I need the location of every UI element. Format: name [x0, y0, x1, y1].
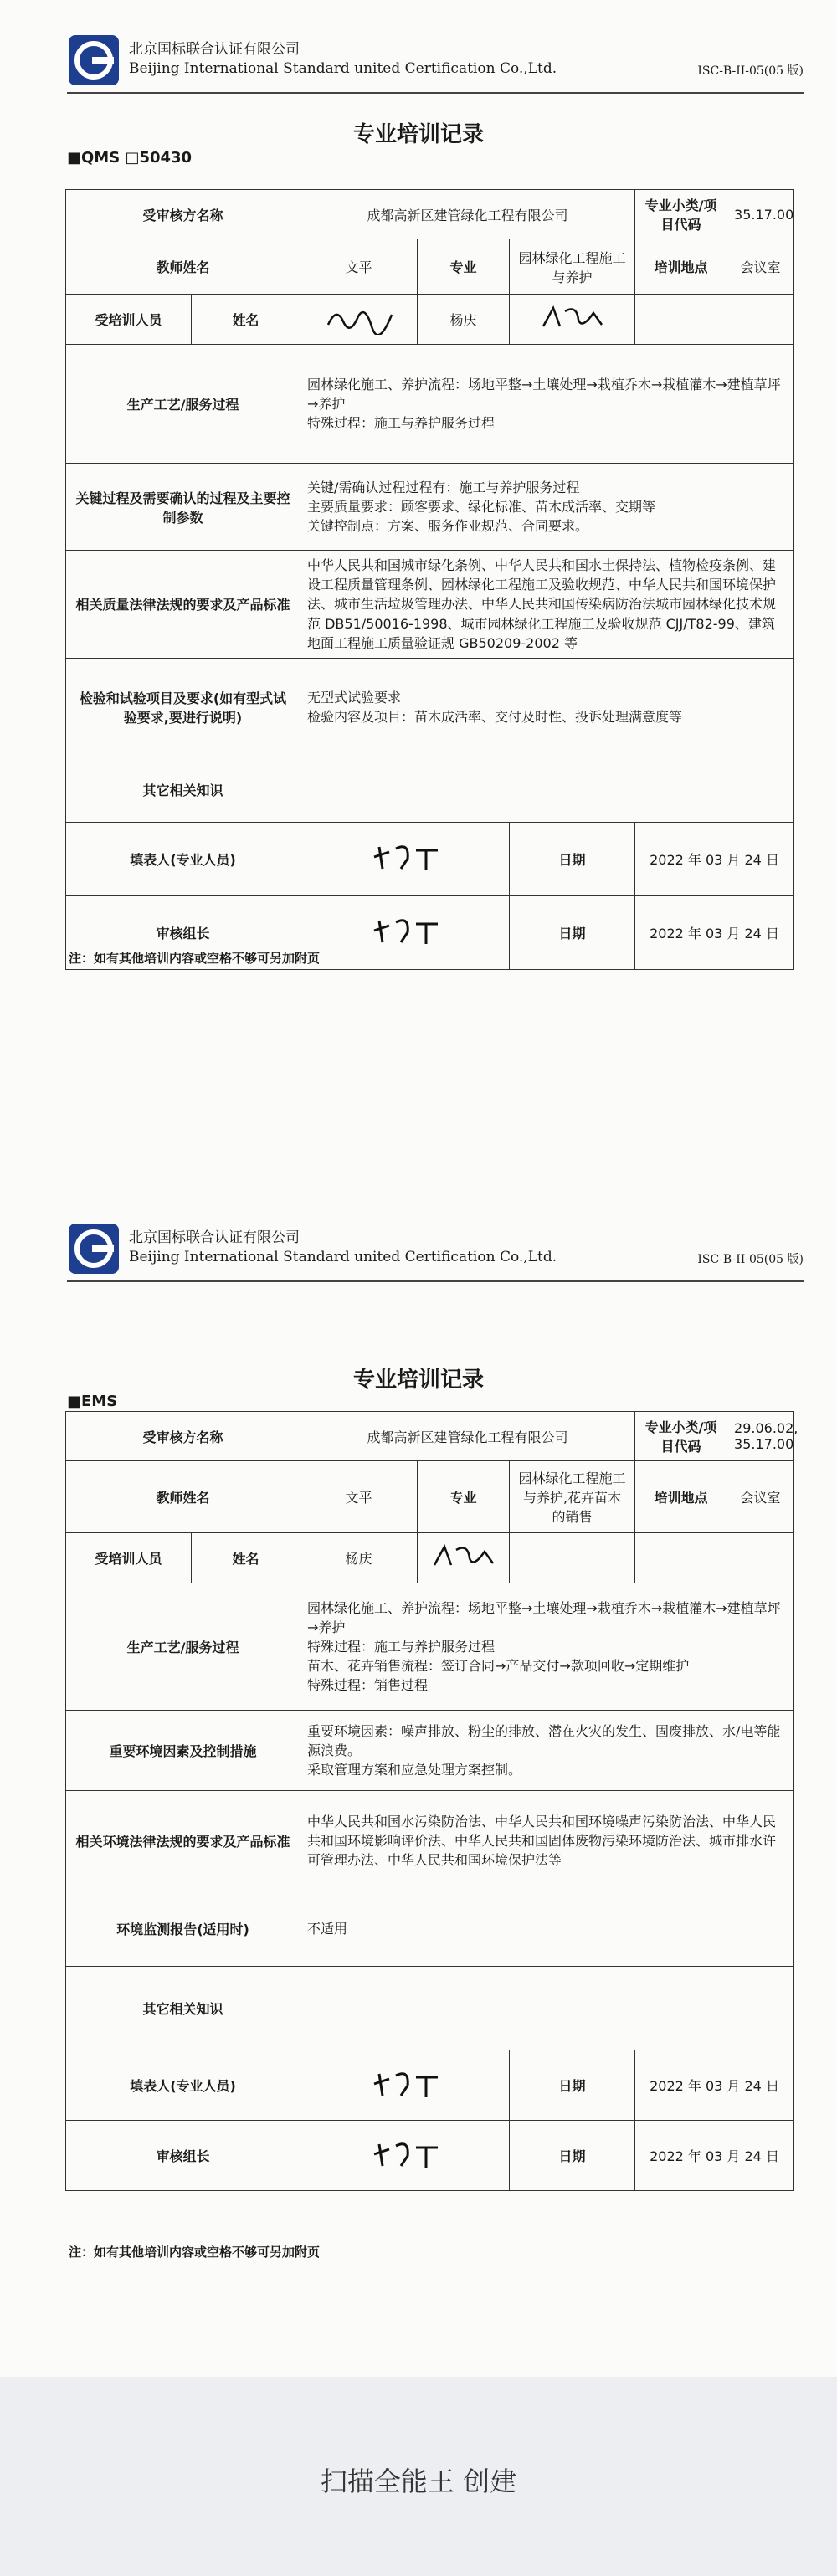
page-title: 专业培训记录 — [352, 1368, 484, 1393]
location-value: 会议室 — [727, 1461, 794, 1533]
filler-signature — [300, 2050, 510, 2121]
trainee-label: 受培训人员 — [66, 1533, 192, 1583]
training-record-table — [65, 1411, 798, 2191]
process-label: 生产工艺/服务过程 — [66, 345, 300, 464]
leader-date-value: 2022 年 03 月 24 日 — [635, 2121, 794, 2191]
key-process-value: 关键/需确认过程过程有：施工与养护服务过程 主要质量要求：顾客要求、绿化标准、苗木成活率、交期等 关键控制点：方案、服务作业规范、合同要求。 — [300, 464, 794, 551]
location-label: 培训地点 — [635, 239, 727, 295]
company-logo-icon — [67, 33, 121, 87]
trainee-name-extra: 杨庆 — [300, 1533, 418, 1583]
trainee-signature — [418, 1533, 510, 1583]
filler-date-label: 日期 — [510, 822, 635, 895]
company-name-cn: 北京国标联合认证有限公司 — [129, 1229, 300, 1246]
footnote: 注：如有其他培训内容或空格不够可另加附页 — [69, 951, 321, 966]
environment-factor-label: 重要环境因素及控制措施 — [66, 1711, 300, 1791]
footnote: 注：如有其他培训内容或空格不够可另加附页 — [69, 2245, 321, 2260]
standard-checkbox: ■EMS — [67, 1393, 118, 1410]
laws-value: 中华人民共和国水污染防治法、中华人民共和国环境噪声污染防治法、中华人民共和国环境影响评价法、中华人民共和国固体废物污染环境防治法、城市排水许可管理办法、中华人民共和国环境保护法等 — [300, 1791, 794, 1891]
leader-date-label: 日期 — [510, 2121, 635, 2191]
client-label: 受审核方名称 — [66, 190, 300, 239]
monitoring-report-label: 环境监测报告(适用时) — [66, 1891, 300, 1967]
client-label: 受审核方名称 — [66, 1412, 300, 1461]
signature-icon — [426, 1540, 501, 1573]
name-label: 姓名 — [192, 295, 300, 345]
laws-value: 中华人民共和国城市绿化条例、中华人民共和国水土保持法、植物检疫条例、建设工程质量管理条例、园林绿化工程施工及验收规范、中华人民共和国环境保护法、城市生活垃圾管理办法、中华人民共和国传染病防治法城市园林绿化技术规范 DB51/50016-1998、城市园林绿化工程施工及验收规范 CJJ/T82-99、建筑地面工程施工质量验证规 GB50209-2002 等 — [300, 551, 794, 659]
process-label: 生产工艺/服务过程 — [66, 1583, 300, 1711]
trainee-signature — [300, 295, 418, 345]
document-code: ISC-B-II-05(05 版) — [697, 64, 804, 78]
test-value: 无型式试验要求 检验内容及项目：苗木成活率、交付及时性、投诉处理满意度等 — [300, 658, 794, 757]
monitoring-report-value: 不适用 — [300, 1891, 794, 1967]
location-label: 培训地点 — [635, 1461, 727, 1533]
leader-signature — [300, 895, 510, 969]
company-logo-icon — [67, 1222, 121, 1275]
other-value — [300, 757, 794, 822]
document-code: ISC-B-II-05(05 版) — [697, 1253, 804, 1266]
trainee-signature-2 — [510, 295, 635, 345]
company-header — [67, 1222, 804, 1282]
leader-label: 审核组长 — [66, 895, 300, 969]
page-title: 专业培训记录 — [352, 122, 484, 147]
laws-label: 相关质量法律法规的要求及产品标准 — [66, 551, 300, 659]
signature-icon — [367, 840, 443, 874]
specialty-label: 专业 — [418, 239, 510, 295]
signature-icon — [367, 2067, 443, 2101]
filler-label: 填表人(专业人员) — [66, 2050, 300, 2121]
specialty-label: 专业 — [418, 1461, 510, 1533]
leader-date-value: 2022 年 03 月 24 日 — [635, 895, 794, 969]
document-page-1 — [0, 0, 837, 1138]
test-label: 检验和试验项目及要求(如有型式试验要求,要进行说明) — [66, 658, 300, 757]
company-name-cn: 北京国标联合认证有限公司 — [129, 41, 300, 58]
document-page-2 — [0, 1138, 837, 2377]
other-label: 其它相关知识 — [66, 757, 300, 822]
client-value: 成都高新区建管绿化工程有限公司 — [300, 190, 635, 239]
trainee-name-extra: 杨庆 — [418, 295, 510, 345]
company-header — [67, 33, 804, 94]
leader-signature — [300, 2121, 510, 2191]
specialty-value: 园林绿化工程施工与养护,花卉苗木的销售 — [510, 1461, 635, 1533]
leader-label: 审核组长 — [66, 2121, 300, 2191]
category-label: 专业小类/项目代码 — [635, 1412, 727, 1461]
filler-date-value: 2022 年 03 月 24 日 — [635, 822, 794, 895]
standard-checkbox: ■QMS □50430 — [67, 149, 193, 167]
filler-date-value: 2022 年 03 月 24 日 — [635, 2050, 794, 2121]
training-record-table — [65, 189, 794, 970]
process-value: 园林绿化施工、养护流程：场地平整→土壤处理→栽植乔木→栽植灌木→建植草坪→养护 特殊过程：施工与养护服务过程 苗木、花卉销售流程：签订合同→产品交付→款项回收→定期维护 特殊过程：销售过程 — [300, 1583, 794, 1711]
other-label: 其它相关知识 — [66, 1967, 300, 2050]
signature-icon — [367, 914, 443, 947]
teacher-value: 文平 — [300, 1461, 418, 1533]
teacher-value: 文平 — [300, 239, 418, 295]
teacher-label: 教师姓名 — [66, 239, 300, 295]
filler-signature — [300, 822, 510, 895]
company-name-en: Beijing International Standard united Certification Co.,Ltd. — [129, 1249, 557, 1265]
location-value: 会议室 — [727, 239, 794, 295]
category-label: 专业小类/项目代码 — [635, 190, 727, 239]
scanner-watermark-text: 扫描全能王 创建 — [320, 2466, 517, 2497]
client-value: 成都高新区建管绿化工程有限公司 — [300, 1412, 635, 1461]
name-label: 姓名 — [192, 1533, 300, 1583]
laws-label: 相关环境法律法规的要求及产品标准 — [66, 1791, 300, 1891]
specialty-value: 园林绿化工程施工与养护 — [510, 239, 635, 295]
category-value: 35.17.00 — [727, 190, 794, 239]
environment-factor-value: 重要环境因素：噪声排放、粉尘的排放、潜在火灾的发生、固废排放、水/电等能源浪费。 采取管理方案和应急处理方案控制。 — [300, 1711, 794, 1791]
other-value — [300, 1967, 794, 2050]
leader-date-label: 日期 — [510, 895, 635, 969]
company-name-en: Beijing International Standard united Certification Co.,Ltd. — [129, 60, 557, 77]
process-value: 园林绿化施工、养护流程：场地平整→土壤处理→栽植乔木→栽植灌木→建植草坪→养护 特殊过程：施工与养护服务过程 — [300, 345, 794, 464]
trainee-signature-icon — [321, 301, 397, 335]
signature-icon — [535, 301, 610, 335]
category-value: 29.06.02, 35.17.00 — [727, 1412, 794, 1461]
scanner-watermark-footer — [0, 2377, 837, 2576]
signature-icon — [367, 2137, 443, 2171]
teacher-label: 教师姓名 — [66, 1461, 300, 1533]
key-process-label: 关键过程及需要确认的过程及主要控制参数 — [66, 464, 300, 551]
filler-date-label: 日期 — [510, 2050, 635, 2121]
filler-label: 填表人(专业人员) — [66, 822, 300, 895]
trainee-label: 受培训人员 — [66, 295, 192, 345]
